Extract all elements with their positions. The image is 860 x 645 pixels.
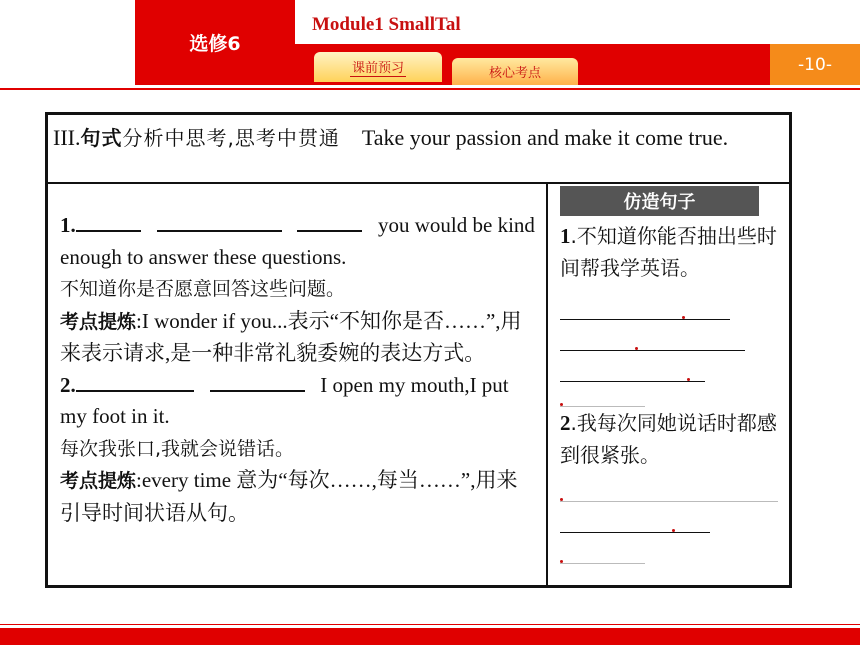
module-title: Module1 SmallTal — [312, 14, 461, 35]
tab-core-points[interactable] — [452, 58, 578, 85]
item-2 — [60, 370, 536, 530]
blank-1a[interactable] — [76, 212, 141, 232]
section-title — [48, 115, 789, 184]
item-1-num: 1. — [60, 213, 76, 237]
blank-1c[interactable] — [297, 212, 362, 232]
answer-line-6[interactable] — [560, 532, 710, 533]
footer-bar — [0, 628, 860, 645]
item-1-point-text: :I wonder if you...表示“不知你是否……”,用来表示请求,是一种非常礼貌委婉的表达方式。 — [60, 308, 522, 365]
answer-line-2[interactable] — [560, 350, 745, 351]
blank-2b[interactable] — [210, 372, 305, 392]
header-left-blank — [0, 0, 136, 85]
section-motto: Take your passion and make it come true. — [361, 125, 729, 150]
answer-line-4[interactable] — [560, 406, 645, 407]
item-1-tail: you would be kind enough to answer these questions. — [60, 213, 535, 269]
blank-1b[interactable] — [157, 212, 282, 232]
tab-core-label: 核心考点 — [488, 66, 541, 81]
footer-line — [0, 624, 860, 625]
imitate-sentence-1 — [560, 220, 789, 284]
imitate-header: 仿造句子 — [560, 186, 759, 216]
page-number: -10- — [770, 44, 860, 85]
section-title-bold: 句式 — [80, 126, 123, 150]
imitate-2-num: 2 — [560, 411, 571, 435]
course-badge: 选修6 — [135, 0, 295, 85]
item-1-translation: 不知道你是否愿意回答这些问题。 — [60, 278, 346, 300]
header-divider — [0, 88, 860, 90]
item-2-point-label: 考点提炼 — [60, 470, 137, 492]
blank-2a[interactable] — [76, 372, 194, 392]
answer-line-7[interactable] — [560, 563, 645, 564]
item-2-translation: 每次我张口,我就会说错话。 — [60, 437, 295, 460]
item-1-point-label: 考点提炼 — [60, 310, 137, 333]
item-2-tail: I open my mouth,I put my foot in it. — [60, 372, 509, 428]
item-1 — [60, 210, 536, 370]
imitate-sentence-2 — [560, 407, 789, 471]
tab-preview[interactable] — [314, 52, 442, 82]
imitate-2-text: .我每次同她说话时都感到很紧张。 — [560, 411, 777, 467]
sentence-pattern-column — [48, 184, 548, 585]
tab-preview-label: 课前预习 — [350, 57, 406, 77]
imitate-column — [548, 184, 789, 585]
item-2-num: 2. — [60, 372, 76, 397]
answer-line-5[interactable] — [560, 501, 778, 502]
answer-line-3[interactable] — [560, 381, 705, 382]
imitate-1-text: .不知道你能否抽出些时间帮我学英语。 — [560, 224, 777, 280]
exercise-box — [45, 112, 792, 588]
section-roman: III. — [53, 125, 81, 150]
imitate-1-num: 1 — [560, 224, 571, 248]
answer-line-1[interactable] — [560, 319, 730, 320]
item-2-point-text: :every time 意为“每次……,每当……”,用来引导时间状语从句。 — [60, 468, 518, 525]
section-title-rest: 分析中思考,思考中贯通 — [122, 126, 340, 150]
